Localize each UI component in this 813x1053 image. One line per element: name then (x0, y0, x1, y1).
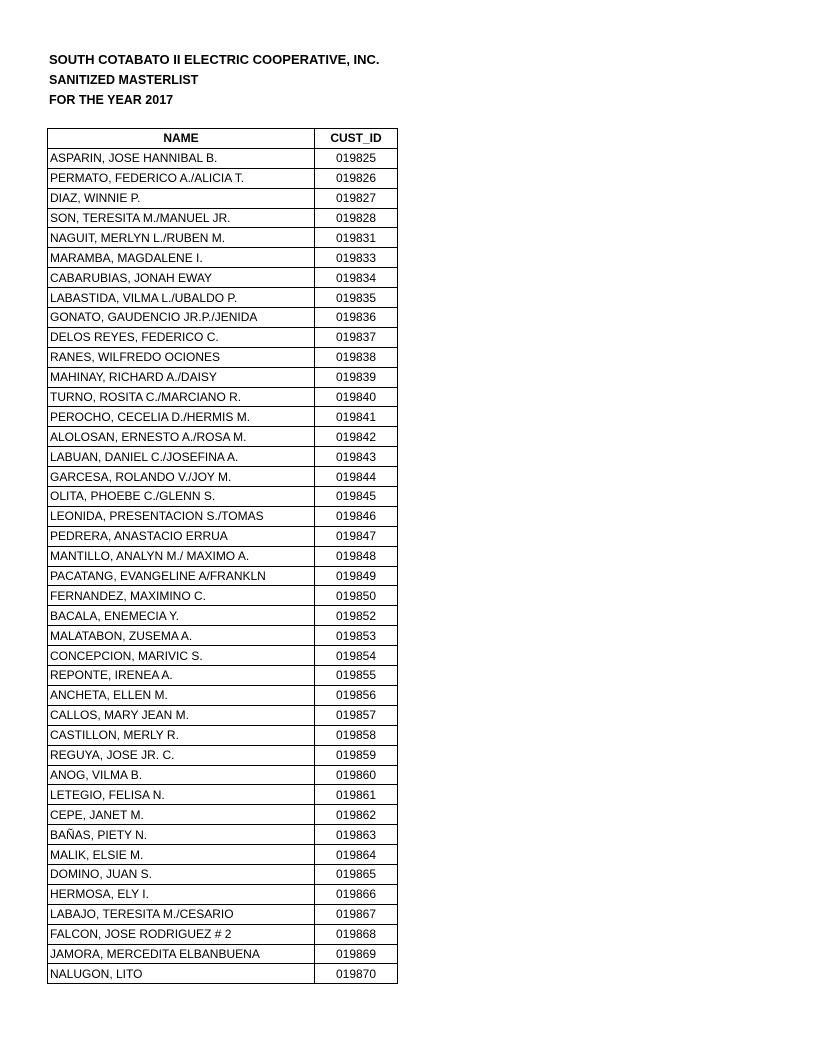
table-row (48, 188, 398, 208)
customer-id-cell: 019833 (315, 248, 398, 268)
customer-name-cell: PACATANG, EVANGELINE A/FRANKLN (48, 566, 315, 586)
customer-id-cell: 019846 (315, 506, 398, 526)
table-row (48, 228, 398, 248)
table-row (48, 347, 398, 367)
table-row (48, 924, 398, 944)
customer-id-cell: 019842 (315, 427, 398, 447)
customer-name-cell: CONCEPCION, MARIVIC S. (48, 646, 315, 666)
table-row (48, 427, 398, 447)
customer-id-cell: 019864 (315, 845, 398, 865)
customer-name-cell: DELOS REYES, FEDERICO C. (48, 327, 315, 347)
table-row (48, 308, 398, 328)
customer-name-cell: PEROCHO, CECELIA D./HERMIS M. (48, 407, 315, 427)
table-row (48, 884, 398, 904)
customer-id-cell: 019837 (315, 327, 398, 347)
customer-id-cell: 019870 (315, 964, 398, 984)
customer-id-cell: 019858 (315, 725, 398, 745)
customer-id-cell: 019857 (315, 705, 398, 725)
customer-name-cell: LEONIDA, PRESENTACION S./TOMAS (48, 506, 315, 526)
customer-name-cell: OLITA, PHOEBE C./GLENN S. (48, 487, 315, 507)
customer-id-cell: 019869 (315, 944, 398, 964)
table-row (48, 586, 398, 606)
table-row (48, 785, 398, 805)
document-header (49, 50, 380, 110)
customer-id-cell: 019831 (315, 228, 398, 248)
customer-id-cell: 019826 (315, 168, 398, 188)
customer-name-cell: LABUAN, DANIEL C./JOSEFINA A. (48, 447, 315, 467)
table-row (48, 825, 398, 845)
table-row (48, 487, 398, 507)
table-header-row (48, 129, 398, 149)
table-row (48, 288, 398, 308)
customer-id-cell: 019853 (315, 626, 398, 646)
customer-id-cell: 019865 (315, 864, 398, 884)
table-row (48, 606, 398, 626)
customer-name-cell: ALOLOSAN, ERNESTO A./ROSA M. (48, 427, 315, 447)
year-label: FOR THE YEAR 2017 (49, 93, 174, 107)
customer-id-cell: 019834 (315, 268, 398, 288)
table-row (48, 148, 398, 168)
table-row (48, 864, 398, 884)
customer-name-cell: ASPARIN, JOSE HANNIBAL B. (48, 148, 315, 168)
customer-id-cell: 019839 (315, 367, 398, 387)
customer-id-cell: 019836 (315, 308, 398, 328)
table-row (48, 526, 398, 546)
customer-name-cell: DIAZ, WINNIE P. (48, 188, 315, 208)
customer-id-cell: 019868 (315, 924, 398, 944)
customer-id-cell: 019840 (315, 387, 398, 407)
customer-name-cell: REGUYA, JOSE JR. C. (48, 745, 315, 765)
customer-name-cell: MAHINAY, RICHARD A./DAISY (48, 367, 315, 387)
table-body (48, 148, 398, 983)
customer-id-cell: 019852 (315, 606, 398, 626)
customer-id-cell: 019855 (315, 666, 398, 686)
table-row (48, 467, 398, 487)
table-row (48, 745, 398, 765)
customer-id-cell: 019866 (315, 884, 398, 904)
customer-name-cell: TURNO, ROSITA C./MARCIANO R. (48, 387, 315, 407)
customer-id-cell: 019827 (315, 188, 398, 208)
customer-id-cell: 019843 (315, 447, 398, 467)
customer-id-cell: 019825 (315, 148, 398, 168)
table-row (48, 208, 398, 228)
table-row (48, 944, 398, 964)
document-subtitle: SANITIZED MASTERLIST (49, 73, 199, 87)
column-header-cust-id: CUST_ID (315, 129, 398, 149)
customer-id-cell: 019861 (315, 785, 398, 805)
customer-name-cell: ANCHETA, ELLEN M. (48, 685, 315, 705)
table-row (48, 168, 398, 188)
table-row (48, 626, 398, 646)
customer-id-cell: 019854 (315, 646, 398, 666)
customer-name-cell: ANOG, VILMA B. (48, 765, 315, 785)
customer-name-cell: PERMATO, FEDERICO A./ALICIA T. (48, 168, 315, 188)
table-row (48, 845, 398, 865)
customer-name-cell: CALLOS, MARY JEAN M. (48, 705, 315, 725)
table-row (48, 248, 398, 268)
customer-name-cell: HERMOSA, ELY I. (48, 884, 315, 904)
customer-name-cell: MARAMBA, MAGDALENE I. (48, 248, 315, 268)
customer-name-cell: NALUGON, LITO (48, 964, 315, 984)
customer-name-cell: GARCESA, ROLANDO V./JOY M. (48, 467, 315, 487)
customer-name-cell: CABARUBIAS, JONAH EWAY (48, 268, 315, 288)
customer-name-cell: PEDRERA, ANASTACIO ERRUA (48, 526, 315, 546)
table-row (48, 685, 398, 705)
customer-name-cell: CEPE, JANET M. (48, 805, 315, 825)
table-row (48, 327, 398, 347)
table-row (48, 904, 398, 924)
table-row (48, 367, 398, 387)
customer-id-cell: 019845 (315, 487, 398, 507)
table-row (48, 666, 398, 686)
table-row (48, 705, 398, 725)
customer-id-cell: 019860 (315, 765, 398, 785)
customer-id-cell: 019841 (315, 407, 398, 427)
table-row (48, 725, 398, 745)
customer-name-cell: BAÑAS, PIETY N. (48, 825, 315, 845)
customer-name-cell: LABAJO, TERESITA M./CESARIO (48, 904, 315, 924)
customer-name-cell: DOMINO, JUAN S. (48, 864, 315, 884)
company-title: SOUTH COTABATO II ELECTRIC COOPERATIVE, INC. (49, 52, 380, 67)
table-row (48, 407, 398, 427)
customer-id-cell: 019838 (315, 347, 398, 367)
customer-name-cell: FERNANDEZ, MAXIMINO C. (48, 586, 315, 606)
customer-id-cell: 019848 (315, 546, 398, 566)
customer-id-cell: 019863 (315, 825, 398, 845)
customer-id-cell: 019862 (315, 805, 398, 825)
customer-id-cell: 019849 (315, 566, 398, 586)
table-row (48, 506, 398, 526)
customer-id-cell: 019859 (315, 745, 398, 765)
customer-name-cell: RANES, WILFREDO OCIONES (48, 347, 315, 367)
table-row (48, 566, 398, 586)
table-row (48, 387, 398, 407)
customer-id-cell: 019828 (315, 208, 398, 228)
customer-id-cell: 019835 (315, 288, 398, 308)
customer-id-cell: 019844 (315, 467, 398, 487)
table-row (48, 805, 398, 825)
masterlist-table (47, 128, 398, 984)
customer-name-cell: MALIK, ELSIE M. (48, 845, 315, 865)
customer-name-cell: CASTILLON, MERLY R. (48, 725, 315, 745)
customer-name-cell: REPONTE, IRENEA A. (48, 666, 315, 686)
table-row (48, 765, 398, 785)
customer-id-cell: 019847 (315, 526, 398, 546)
table-row (48, 268, 398, 288)
customer-name-cell: JAMORA, MERCEDITA ELBANBUENA (48, 944, 315, 964)
customer-id-cell: 019850 (315, 586, 398, 606)
customer-name-cell: BACALA, ENEMECIA Y. (48, 606, 315, 626)
table-row (48, 447, 398, 467)
column-header-name: NAME (48, 129, 315, 149)
customer-name-cell: MALATABON, ZUSEMA A. (48, 626, 315, 646)
table-row (48, 964, 398, 984)
customer-name-cell: GONATO, GAUDENCIO JR.P./JENIDA (48, 308, 315, 328)
customer-name-cell: LABASTIDA, VILMA L./UBALDO P. (48, 288, 315, 308)
customer-name-cell: SON, TERESITA M./MANUEL JR. (48, 208, 315, 228)
customer-name-cell: LETEGIO, FELISA N. (48, 785, 315, 805)
customer-name-cell: MANTILLO, ANALYN M./ MAXIMO A. (48, 546, 315, 566)
customer-name-cell: FALCON, JOSE RODRIGUEZ # 2 (48, 924, 315, 944)
customer-name-cell: NAGUIT, MERLYN L./RUBEN M. (48, 228, 315, 248)
customer-id-cell: 019867 (315, 904, 398, 924)
customer-id-cell: 019856 (315, 685, 398, 705)
table-row (48, 546, 398, 566)
table-row (48, 646, 398, 666)
